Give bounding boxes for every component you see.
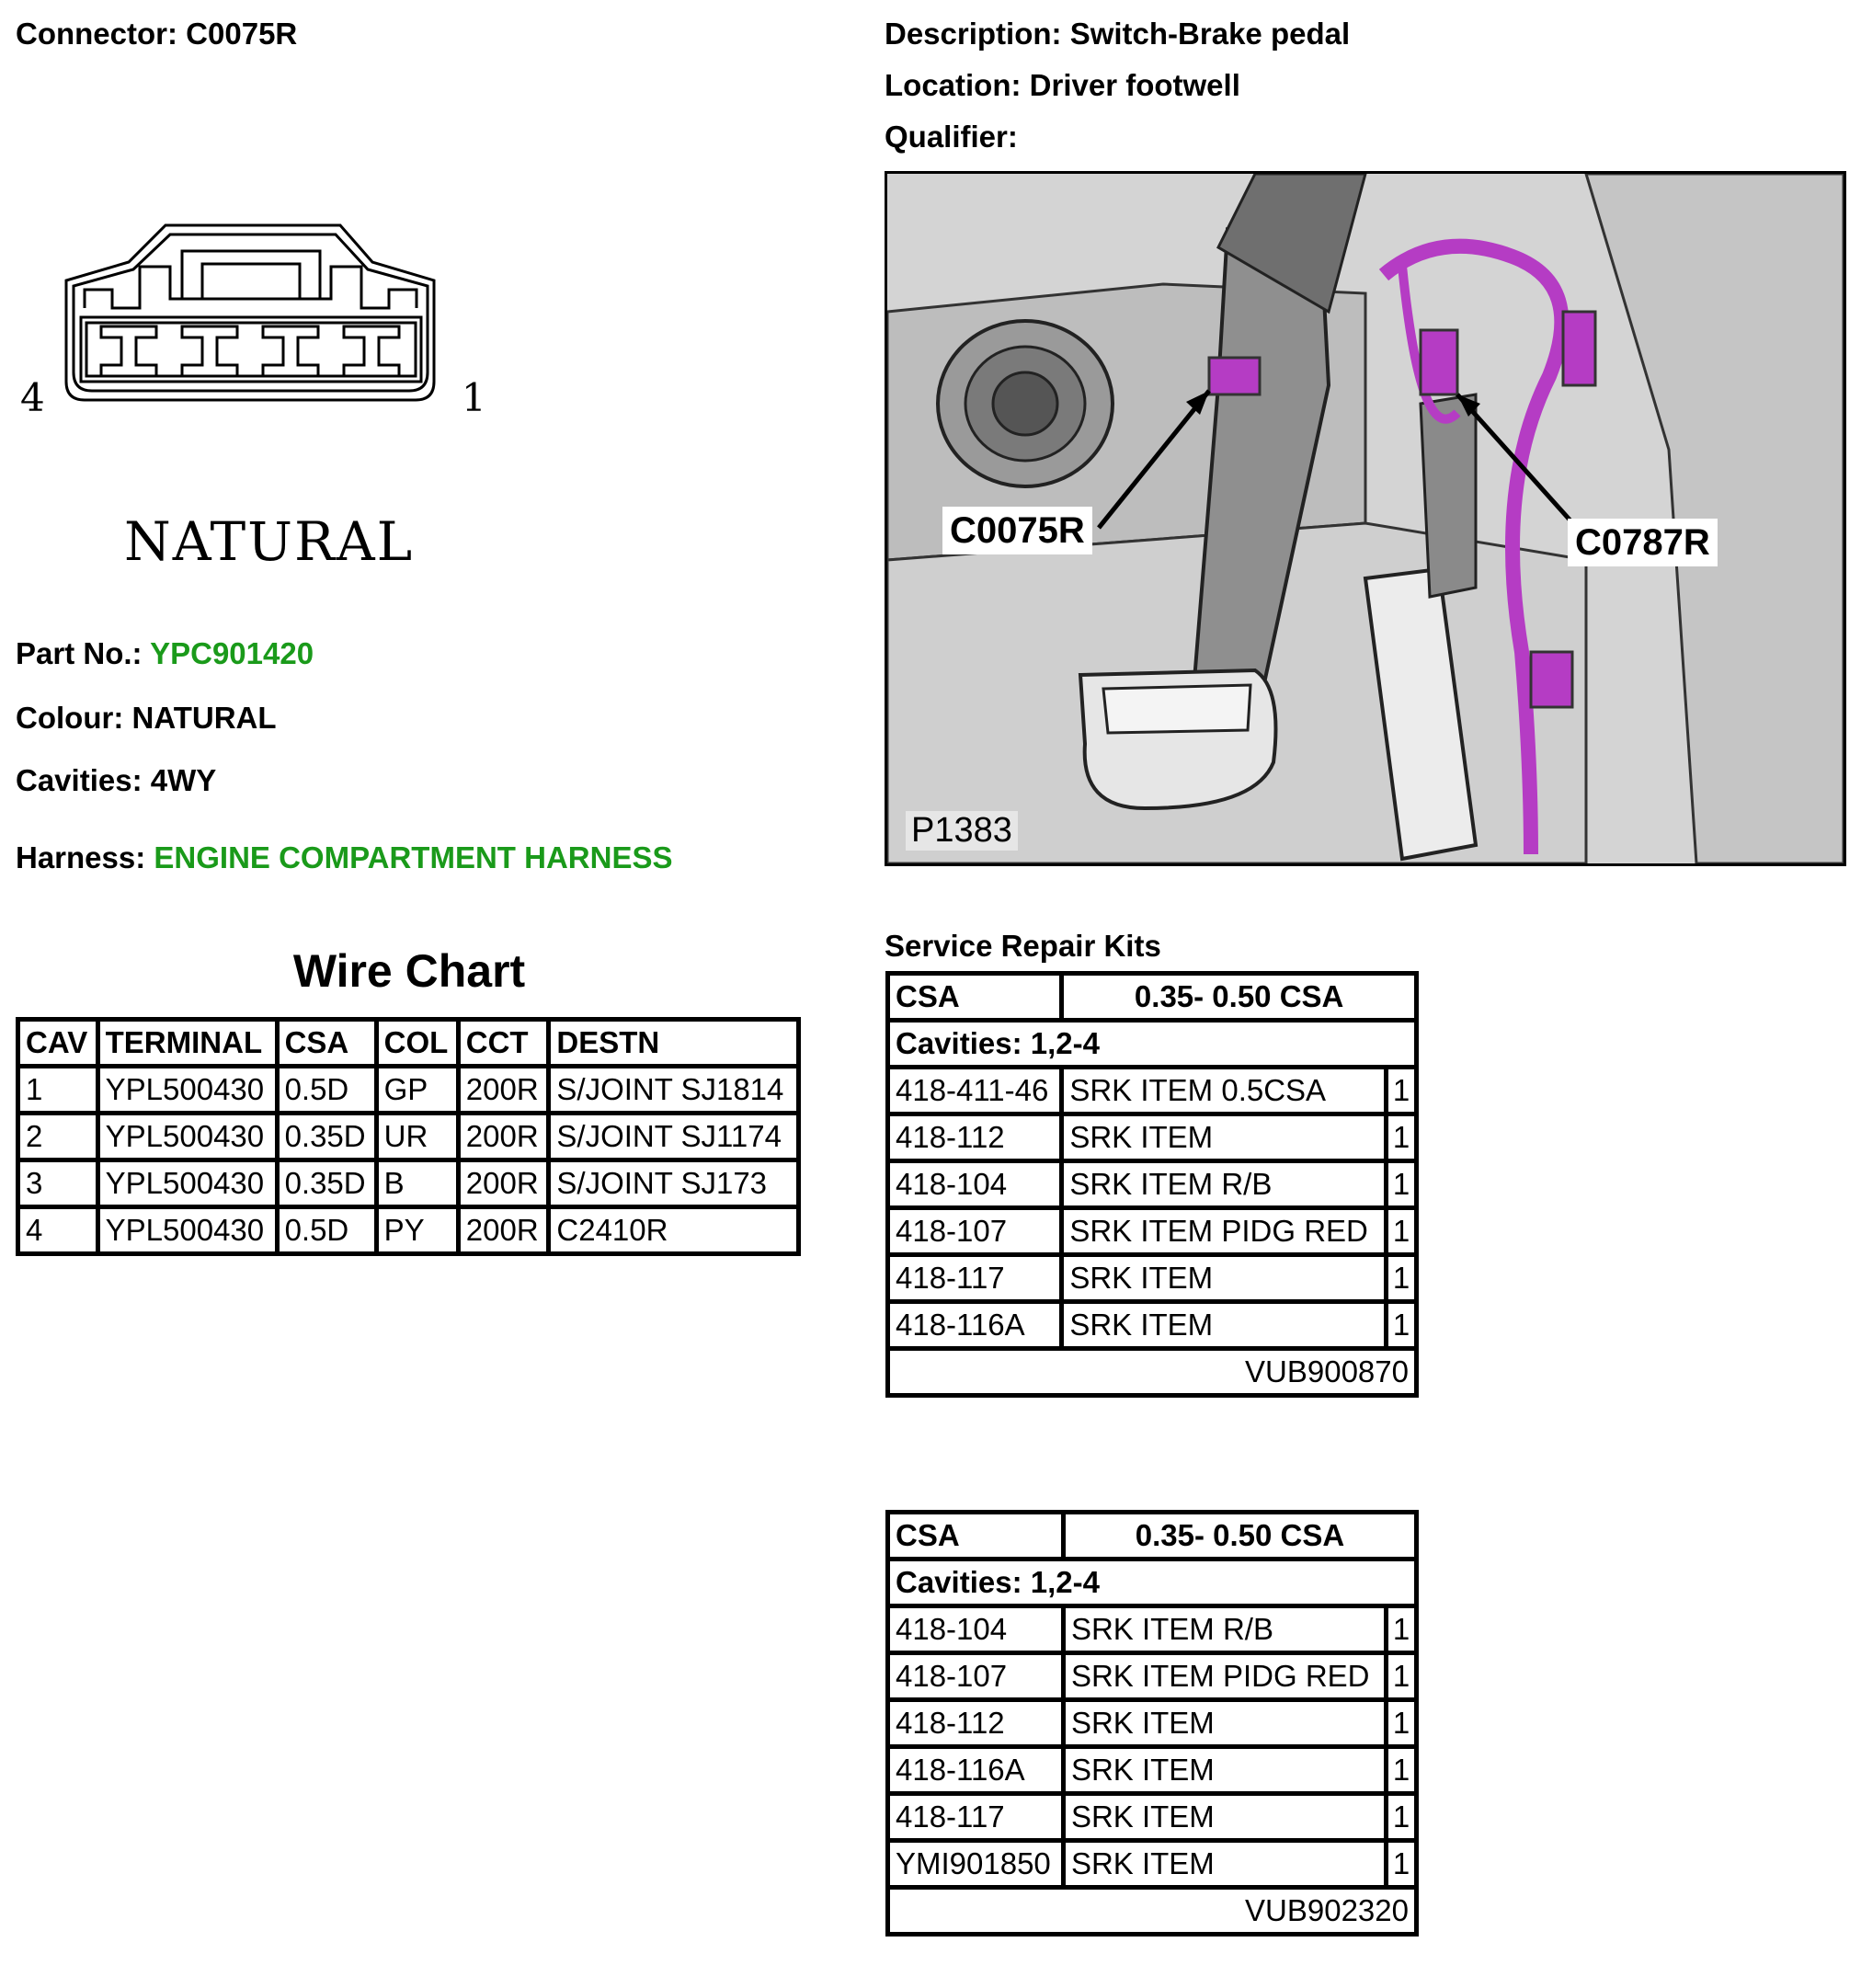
srk-part: 418-107 (888, 1208, 1062, 1255)
qualifier-label: Qualifier: (885, 120, 1018, 154)
cavities-value: 4WY (150, 763, 217, 797)
connector-label: Connector: (16, 17, 177, 51)
cell-terminal: YPL500430 (97, 1160, 277, 1207)
colour-line (16, 701, 277, 736)
srk-qty: 1 (1387, 1161, 1417, 1208)
srk-desc: SRK ITEM PIDG RED (1062, 1208, 1387, 1255)
table-row (888, 1653, 1417, 1700)
srk-qty: 1 (1387, 1606, 1417, 1653)
srk-cavities-row (888, 1021, 1417, 1068)
cell-terminal: YPL500430 (97, 1207, 277, 1254)
connector-colour-caption: NATURAL (124, 510, 415, 573)
table-row (888, 1747, 1417, 1794)
srk-csa-label: CSA (888, 1513, 1064, 1560)
connector-value: C0075R (186, 17, 298, 51)
srk-desc: SRK ITEM (1062, 1114, 1387, 1161)
table-row (888, 1114, 1417, 1161)
cavity-1-label: 1 (462, 375, 486, 420)
srk-part: 418-112 (888, 1700, 1064, 1747)
srk-table-2 (885, 1510, 1419, 1937)
cell-col: PY (376, 1207, 458, 1254)
connector-heading (16, 17, 297, 51)
srk-kit-row (888, 1349, 1417, 1396)
cavities-line (16, 763, 216, 798)
cell-col: B (376, 1160, 458, 1207)
srk-kit-row (888, 1888, 1417, 1935)
table-row (888, 1794, 1417, 1841)
srk-desc: SRK ITEM R/B (1062, 1161, 1387, 1208)
table-row (18, 1067, 799, 1114)
location-value: Driver footwell (1029, 68, 1240, 102)
cell-col: UR (376, 1114, 458, 1160)
description-value: Switch-Brake pedal (1069, 17, 1351, 51)
srk-desc: SRK ITEM 0.5CSA (1062, 1068, 1387, 1114)
srk-qty: 1 (1387, 1208, 1417, 1255)
location-line (885, 68, 1240, 103)
photo-reference: P1383 (906, 811, 1018, 851)
srk-qty: 1 (1387, 1794, 1417, 1841)
srk-desc: SRK ITEM (1063, 1794, 1386, 1841)
table-row (18, 1160, 799, 1207)
harness-label: Harness: (16, 840, 146, 874)
callout-c0787r: C0787R (1568, 519, 1718, 566)
srk-qty: 1 (1387, 1114, 1417, 1161)
srk-csa-label: CSA (888, 974, 1062, 1021)
table-row (888, 1255, 1417, 1302)
cell-cct: 200R (458, 1114, 549, 1160)
cell-cct: 200R (458, 1160, 549, 1207)
part-no-label: Part No.: (16, 636, 143, 670)
srk-part: YMI901850 (888, 1841, 1064, 1888)
cell-csa: 0.5D (277, 1067, 376, 1114)
srk-qty: 1 (1387, 1700, 1417, 1747)
srk-cavities: Cavities: 1,2-4 (888, 1021, 1417, 1068)
srk-csa-value: 0.35- 0.50 CSA (1062, 974, 1417, 1021)
cell-cct: 200R (458, 1207, 549, 1254)
cell-csa: 0.35D (277, 1160, 376, 1207)
connector-face-diagram (9, 207, 487, 510)
srk-kit-number: VUB900870 (888, 1349, 1417, 1396)
wire-chart-table (16, 1017, 801, 1256)
srk-part: 418-116A (888, 1302, 1062, 1349)
srk-qty: 1 (1387, 1255, 1417, 1302)
cell-terminal: YPL500430 (97, 1067, 277, 1114)
cell-csa: 0.35D (277, 1114, 376, 1160)
srk-desc: SRK ITEM (1062, 1255, 1387, 1302)
srk-csa-row (888, 1513, 1417, 1560)
srk-qty: 1 (1387, 1302, 1417, 1349)
srk-part: 418-104 (888, 1161, 1062, 1208)
srk-part: 418-116A (888, 1747, 1064, 1794)
table-row (888, 1841, 1417, 1888)
table-row (888, 1700, 1417, 1747)
srk-table-1 (885, 971, 1419, 1398)
part-no-link[interactable]: YPC901420 (150, 636, 314, 670)
cell-destn[interactable]: S/JOINT SJ1814 (549, 1067, 799, 1114)
service-repair-kits-title: Service Repair Kits (885, 929, 1161, 963)
wire-chart-title: Wire Chart (292, 945, 526, 997)
cavities-label: Cavities: (16, 763, 143, 797)
cell-cct: 200R (458, 1067, 549, 1114)
description-line (885, 17, 1350, 51)
srk-desc: SRK ITEM (1063, 1700, 1386, 1747)
header-cct: CCT (458, 1020, 549, 1067)
srk-part: 418-411-46 (888, 1068, 1062, 1114)
cell-cav: 2 (18, 1114, 98, 1160)
srk-part: 418-117 (888, 1255, 1062, 1302)
header-cav: CAV (18, 1020, 98, 1067)
srk-desc: SRK ITEM PIDG RED (1063, 1653, 1386, 1700)
srk-desc: SRK ITEM (1063, 1841, 1386, 1888)
cell-cav: 4 (18, 1207, 98, 1254)
table-row (888, 1208, 1417, 1255)
srk-kit-number: VUB902320 (888, 1888, 1417, 1935)
srk-qty: 1 (1387, 1653, 1417, 1700)
table-row (888, 1606, 1417, 1653)
srk-part: 418-104 (888, 1606, 1064, 1653)
table-row (18, 1114, 799, 1160)
qualifier-line (885, 120, 1018, 154)
cavity-4-label: 4 (20, 375, 45, 420)
table-row (888, 1068, 1417, 1114)
srk-cavities-row (888, 1560, 1417, 1606)
cell-terminal: YPL500430 (97, 1114, 277, 1160)
header-destn: DESTN (549, 1020, 799, 1067)
srk-part: 418-117 (888, 1794, 1064, 1841)
srk-qty: 1 (1387, 1841, 1417, 1888)
cell-cav: 3 (18, 1160, 98, 1207)
cell-destn[interactable]: C2410R (549, 1207, 799, 1254)
header-terminal: TERMINAL (97, 1020, 277, 1067)
srk-desc: SRK ITEM R/B (1063, 1606, 1386, 1653)
table-row (18, 1207, 799, 1254)
srk-desc: SRK ITEM (1062, 1302, 1387, 1349)
table-row (888, 1302, 1417, 1349)
part-no-line (16, 636, 314, 671)
srk-cavities: Cavities: 1,2-4 (888, 1560, 1417, 1606)
cell-col: GP (376, 1067, 458, 1114)
cell-cav: 1 (18, 1067, 98, 1114)
cell-destn[interactable]: S/JOINT SJ173 (549, 1160, 799, 1207)
header-csa: CSA (277, 1020, 376, 1067)
srk-qty: 1 (1387, 1068, 1417, 1114)
colour-value: NATURAL (131, 701, 277, 735)
cell-destn[interactable]: S/JOINT SJ1174 (549, 1114, 799, 1160)
srk-csa-row (888, 974, 1417, 1021)
srk-part: 418-107 (888, 1653, 1064, 1700)
description-label: Description: (885, 17, 1062, 51)
callout-c0075r: C0075R (942, 507, 1092, 554)
srk-desc: SRK ITEM (1063, 1747, 1386, 1794)
wire-chart-header-row (18, 1020, 799, 1067)
location-illustration (885, 171, 1846, 866)
table-row (888, 1161, 1417, 1208)
location-label: Location: (885, 68, 1022, 102)
harness-line (16, 840, 672, 875)
header-col: COL (376, 1020, 458, 1067)
srk-csa-value: 0.35- 0.50 CSA (1063, 1513, 1416, 1560)
srk-part: 418-112 (888, 1114, 1062, 1161)
srk-qty: 1 (1387, 1747, 1417, 1794)
harness-link[interactable]: ENGINE COMPARTMENT HARNESS (154, 840, 673, 874)
colour-label: Colour: (16, 701, 124, 735)
cell-csa: 0.5D (277, 1207, 376, 1254)
